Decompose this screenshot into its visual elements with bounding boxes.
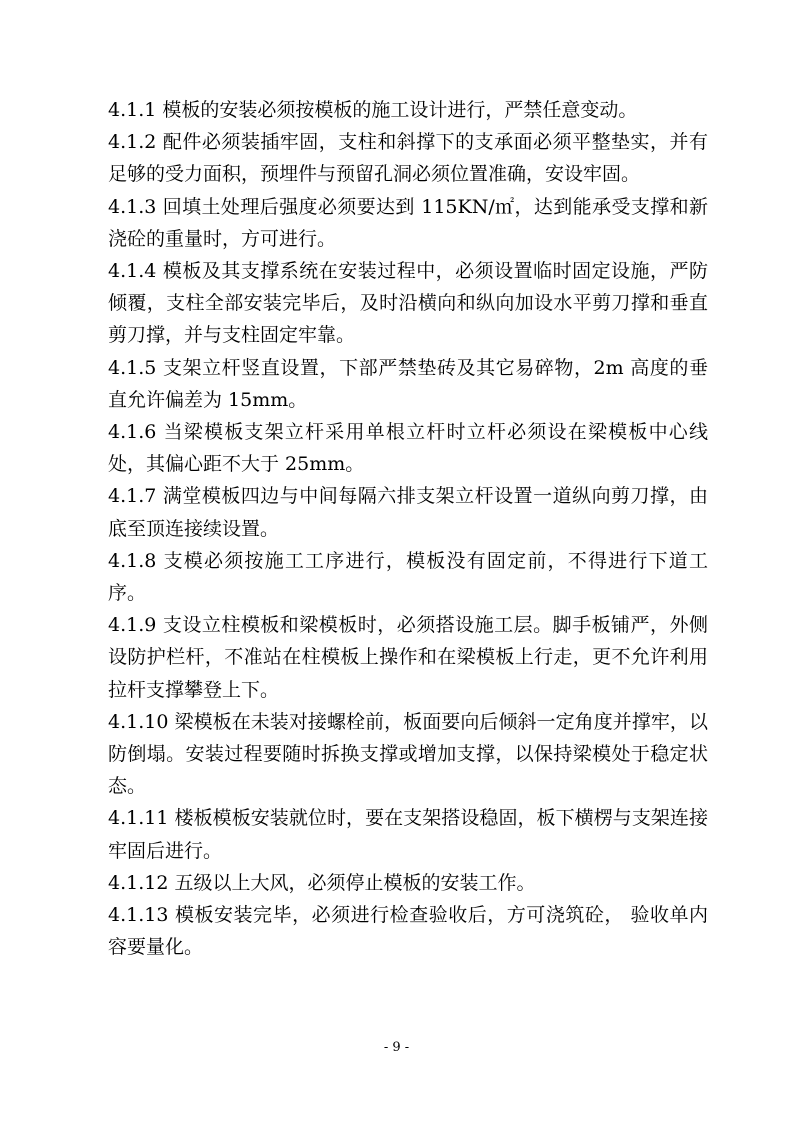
clause-4-1-4: 4.1.4 模板及其支撑系统在安装过程中，必须设置临时固定设施，严防倾覆，支柱全部安装完毕后，及时沿横向和纵向加设水平剪刀撑和垂直剪刀撑，并与支柱固定牢靠。 <box>108 260 708 347</box>
clause-4-1-1: 4.1.1 模板的安装必须按模板的施工设计进行，严禁任意变动。 <box>108 99 638 121</box>
clause-4-1-9: 4.1.9 支设立柱模板和梁模板时，必须搭设施工层。脚手板铺严，外侧设防护栏杆，不准站在柱模板上操作和在梁模板上行走，更不允许利用拉杆支撑攀登上下。 <box>108 614 708 701</box>
clause-4-1-5: 4.1.5 支架立杆竖直设置，下部严禁垫砖及其它易碎物，2m 高度的垂直允许偏差为 15mm。 <box>108 356 708 411</box>
page-number: - 9 - <box>383 1040 410 1055</box>
clause-4-1-7: 4.1.7 满堂模板四边与中间每隔六排支架立杆设置一道纵向剪刀撑，由底至顶连接续设置。 <box>108 485 708 540</box>
clause-4-1-3: 4.1.3 回填土处理后强度必须要达到 115KN/㎡，达到能承受支撑和新浇砼的重量时，方可进行。 <box>108 195 708 250</box>
clause-4-1-2: 4.1.2 配件必须装插牢固，支柱和斜撑下的支承面必须平整垫实，并有足够的受力面积，预埋件与预留孔洞必须位置准确，安设牢固。 <box>108 131 708 186</box>
clause-4-1-6: 4.1.6 当梁模板支架立杆采用单根立杆时立杆必须设在梁模板中心线处，其偏心距不大于 25mm。 <box>108 421 708 476</box>
clause-4-1-13: 4.1.13 模板安装完毕，必须进行检查验收后，方可浇筑砼， 验收单内容要量化。 <box>108 904 708 959</box>
document-body <box>108 94 708 963</box>
clause-4-1-11: 4.1.11 楼板模板安装就位时，要在支架搭设稳固，板下横楞与支架连接牢固后进行。 <box>108 807 708 862</box>
clause-4-1-12: 4.1.12 五级以上大风，必须停止模板的安装工作。 <box>108 871 536 894</box>
clause-4-1-10: 4.1.10 梁模板在未装对接螺栓前，板面要向后倾斜一定角度并撑牢，以防倒塌。安装过程要随时拆换支撑或增加支撑，以保持梁模处于稳定状态。 <box>108 710 708 798</box>
clause-4-1-8: 4.1.8 支模必须按施工工序进行，模板没有固定前，不得进行下道工序。 <box>108 549 708 605</box>
